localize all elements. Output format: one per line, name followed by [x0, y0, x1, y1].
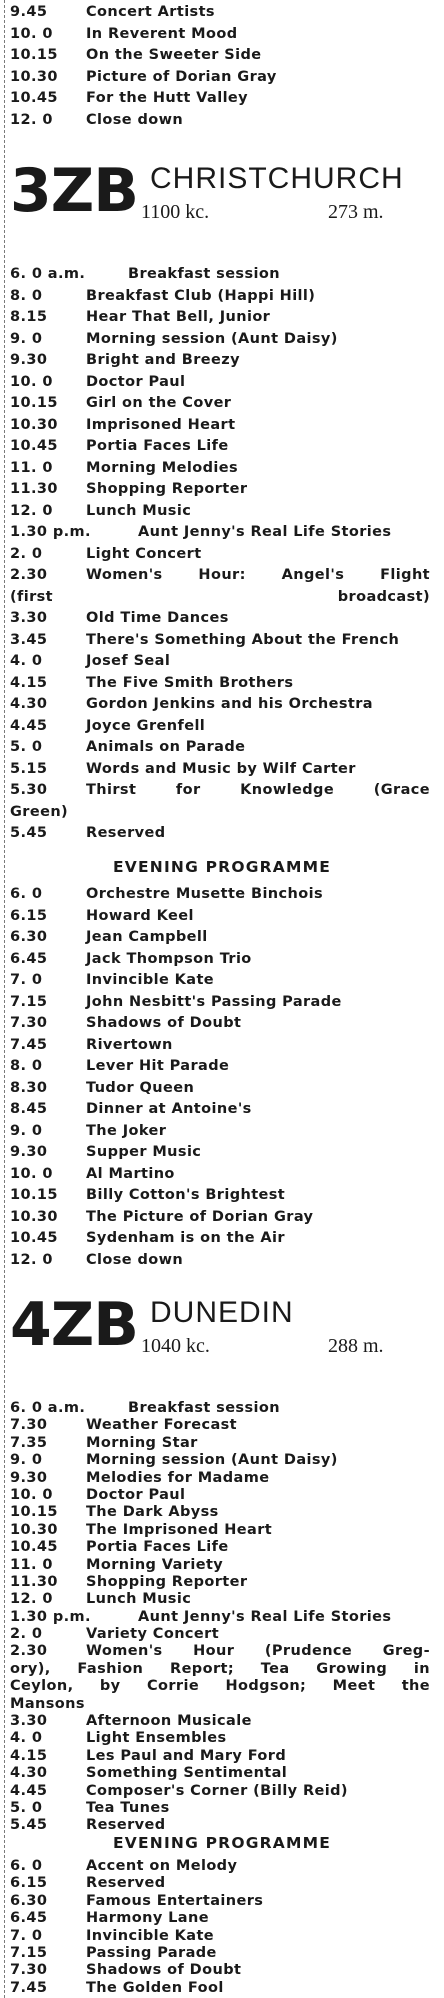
station-header	[10, 1290, 434, 1370]
listing-row	[10, 1858, 434, 1875]
listing-row	[10, 823, 434, 845]
listing-title: Morning Melodies	[86, 459, 238, 476]
listing-row	[10, 479, 434, 501]
listing-time: 6.45	[10, 950, 48, 967]
listing-row	[10, 393, 434, 415]
listing-row	[10, 286, 434, 308]
listing-row	[10, 1910, 434, 1927]
listing-row	[10, 501, 434, 523]
listing-row	[10, 737, 434, 759]
listing-row	[10, 1539, 434, 1556]
listing-time: 10.30	[10, 416, 58, 433]
listing-row	[10, 1400, 434, 1417]
listing-title: Thirst for Knowledge (Grace	[86, 782, 430, 798]
listing-time: 9.30	[10, 1469, 48, 1486]
listing-time: 4.45	[10, 1782, 48, 1799]
listing-title: Shopping Reporter	[86, 481, 248, 497]
listing-time: 2. 0	[10, 1626, 43, 1643]
evening-heading-3zb-wrap	[10, 852, 434, 882]
listing-time: 2.30	[10, 1643, 48, 1660]
listing-time: 7.15	[10, 1944, 48, 1961]
listing-title: In Reverent Mood	[86, 25, 238, 42]
listing-row	[10, 544, 434, 566]
listing-row	[10, 1164, 434, 1186]
listing-row	[10, 522, 434, 544]
listing-title: Jean Campbell	[86, 929, 208, 945]
listing-row	[10, 1626, 434, 1643]
listing-title-continued: Ceylon, by Corrie Hodgson; Meet the	[10, 1678, 430, 1695]
listing-title: Passing Parade	[86, 1944, 217, 1961]
listing-title: Melodies for Madame	[86, 1469, 270, 1486]
listing-title: Reserved	[86, 1875, 166, 1892]
listing-title: Women's Hour (Prudence Greg-	[86, 1643, 430, 1660]
listing-time: 12. 0	[10, 111, 53, 128]
listing-time: 3.45	[10, 631, 48, 648]
listing-row	[10, 1875, 434, 1892]
listing-time: 4.30	[10, 696, 48, 712]
listing-row	[10, 1056, 434, 1078]
listing-title: The Five Smith Brothers	[86, 674, 294, 691]
listing-row	[10, 608, 434, 630]
listing-title: Afternoon Musicale	[86, 1713, 252, 1730]
listing-title: Girl on the Cover	[86, 395, 232, 411]
listing-time: 9. 0	[10, 330, 43, 347]
listing-row	[10, 1945, 434, 1962]
listing-row	[10, 1207, 434, 1229]
listing-time: 10.45	[10, 1539, 58, 1556]
listing-row	[10, 1783, 434, 1800]
station-4zb	[10, 1290, 434, 1370]
top-listings	[10, 2, 434, 131]
listing-time: 9.30	[10, 1144, 48, 1160]
listing-time: 4.30	[10, 1765, 48, 1782]
evening-listings-3zb	[10, 884, 434, 1271]
listing-title: Morning Variety	[86, 1556, 224, 1573]
listing-time: 7.30	[10, 1417, 48, 1434]
listing-row	[10, 1504, 434, 1521]
listing-row	[10, 1980, 434, 1997]
listing-title: Hear That Bell, Junior	[86, 309, 271, 325]
listing-time: 11.30	[10, 481, 58, 497]
listing-time: 10.30	[10, 1208, 58, 1225]
listing-time: 4. 0	[10, 653, 43, 669]
listing-time: 4.15	[10, 1747, 48, 1764]
listing-title: Billy Cotton's Brightest	[86, 1187, 286, 1203]
listing-row	[10, 1099, 434, 1121]
listing-time: 3.30	[10, 610, 48, 626]
listing-row	[10, 1142, 434, 1164]
listing-time: 5.30	[10, 782, 48, 798]
listing-time: 7.45	[10, 1979, 48, 1996]
listing-title: Sydenham is on the Air	[86, 1230, 285, 1246]
listing-row	[10, 1121, 434, 1143]
listing-title: Variety Concert	[86, 1626, 220, 1643]
listing-title: Invincible Kate	[86, 972, 215, 988]
listing-title: Invincible Kate	[86, 1927, 215, 1944]
listing-title: The Joker	[86, 1122, 167, 1139]
listing-time: 9.30	[10, 352, 48, 368]
listing-time: 10. 0	[10, 1165, 53, 1182]
listing-title: Composer's Corner (Billy Reid)	[86, 1782, 348, 1799]
listing-time: 10.15	[10, 1504, 58, 1521]
listing-title: Morning session (Aunt Daisy)	[86, 330, 338, 347]
evening-listings-4zb	[10, 1858, 434, 1997]
listing-time: 8.45	[10, 1101, 48, 1117]
listing-title: The Imprisoned Heart	[86, 1521, 273, 1538]
listing-row	[10, 1452, 434, 1469]
listing-time: 7. 0	[10, 972, 43, 988]
listing-time: 5.15	[10, 760, 48, 777]
listing-time: 7.30	[10, 1015, 48, 1031]
listing-title-continued: Mansons	[10, 1695, 85, 1712]
listing-time: 8.30	[10, 1079, 48, 1096]
listing-title: Aunt Jenny's Real Life Stories	[138, 524, 392, 540]
listing-row	[10, 1470, 434, 1487]
listing-title: Light Ensembles	[86, 1730, 227, 1747]
listing-row	[10, 1035, 434, 1057]
listing-row	[10, 780, 434, 802]
listing-time: 7.35	[10, 1434, 48, 1451]
listing-time: 7.45	[10, 1036, 48, 1053]
listing-title: Picture of Dorian Gray	[86, 68, 277, 85]
listing-row	[10, 565, 434, 587]
listing-time: 12. 0	[10, 1251, 53, 1268]
listing-row	[10, 651, 434, 673]
listing-time: 5. 0	[10, 739, 43, 755]
listing-title: Morning Star	[86, 1434, 198, 1451]
listing-time: 10.45	[10, 90, 58, 106]
listing-row	[10, 329, 434, 351]
frequency: 1100 kc.	[141, 201, 210, 223]
listing-title: Famous Entertainers	[86, 1892, 264, 1909]
listing-row	[10, 45, 434, 67]
listing-row	[10, 1250, 434, 1272]
listing-row	[10, 1730, 434, 1747]
listing-time: 4.15	[10, 674, 48, 691]
listing-time: 10. 0	[10, 25, 53, 42]
listing-time: 10.15	[10, 395, 58, 411]
listing-row	[10, 906, 434, 928]
listing-time: 5. 0	[10, 1799, 43, 1816]
listing-time: 9.45	[10, 4, 48, 20]
listing-time: 6.30	[10, 1892, 48, 1909]
listing-row	[10, 1078, 434, 1100]
listing-title: Lunch Music	[86, 502, 192, 519]
listing-title: Tea Tunes	[86, 1799, 170, 1816]
listing-time: 10.15	[10, 47, 58, 63]
listing-row	[10, 1574, 434, 1591]
listing-row	[10, 694, 434, 716]
listing-title-continued: ory), Fashion Report; Tea Growing in	[10, 1660, 430, 1677]
listing-row	[10, 949, 434, 971]
listing-title: Reserved	[86, 1817, 166, 1834]
listing-title: Harmony Lane	[86, 1910, 209, 1927]
listing-title: Josef Seal	[86, 653, 171, 669]
listing-time: 4.45	[10, 717, 48, 734]
listing-title: Morning session (Aunt Daisy)	[86, 1452, 338, 1469]
listing-title: Aunt Jenny's Real Life Stories	[138, 1608, 392, 1625]
listing-row	[10, 307, 434, 329]
wavelength: 288 m.	[328, 1335, 384, 1357]
listing-title: Light Concert	[86, 545, 202, 562]
listing-title: Weather Forecast	[86, 1417, 237, 1434]
listing-title: John Nesbitt's Passing Parade	[86, 993, 342, 1010]
listing-row	[10, 1557, 434, 1574]
listing-row	[10, 2, 434, 24]
listing-row	[10, 1228, 434, 1250]
listing-title: Breakfast Club (Happi Hill)	[86, 287, 316, 304]
listing-time: 1.30 p.m.	[10, 1608, 91, 1625]
listing-time: 12. 0	[10, 1591, 53, 1608]
listing-title: Animals on Parade	[86, 739, 246, 755]
listing-time: 11. 0	[10, 459, 53, 476]
listing-row	[10, 927, 434, 949]
listing-time: 6. 0	[10, 1858, 43, 1874]
listing-title: Words and Music by Wilf Carter	[86, 760, 356, 777]
listing-title: Breakfast session	[128, 266, 280, 282]
listing-title: Orchestre Musette Binchois	[86, 886, 324, 902]
listing-row	[10, 264, 434, 286]
listing-row	[10, 1591, 434, 1608]
listing-row	[10, 1435, 434, 1452]
listing-title: Doctor Paul	[86, 373, 186, 390]
evening-heading: EVENING PROGRAMME	[113, 858, 331, 876]
listing-row	[10, 1893, 434, 1910]
listing-time: 8.15	[10, 309, 48, 325]
listing-time: 10.45	[10, 1230, 58, 1246]
listing-title: Tudor Queen	[86, 1079, 195, 1096]
listing-time: 6.45	[10, 1910, 48, 1927]
listing-row	[10, 1928, 434, 1945]
listing-time: 10. 0	[10, 1486, 53, 1503]
listing-row	[10, 1643, 434, 1660]
listing-title: Jack Thompson Trio	[86, 950, 252, 967]
listing-row	[10, 1417, 434, 1434]
listing-row	[10, 24, 434, 46]
listing-row	[10, 458, 434, 480]
listing-title: The Picture of Dorian Gray	[86, 1208, 314, 1225]
listing-title: Lever Hit Parade	[86, 1058, 230, 1074]
listing-title: Rivertown	[86, 1036, 173, 1053]
listing-row	[10, 1713, 434, 1730]
listing-title: Shopping Reporter	[86, 1573, 248, 1590]
listing-time: 8. 0	[10, 287, 43, 304]
listing-row	[10, 992, 434, 1014]
listing-time: 6.15	[10, 907, 48, 924]
listing-row	[10, 716, 434, 738]
wavelength: 273 m.	[328, 201, 384, 223]
listing-title-continued: Green)	[10, 803, 69, 820]
call-sign: 4ZB	[10, 1290, 138, 1360]
listing-row	[10, 372, 434, 394]
listing-title: Concert Artists	[86, 4, 215, 20]
listing-title: Close down	[86, 1251, 184, 1268]
listing-title: Al Martino	[86, 1165, 175, 1182]
day-listings-4zb	[10, 1400, 434, 1835]
listing-title: Bright and Breezy	[86, 352, 240, 368]
listing-row	[10, 350, 434, 372]
listing-time: 6. 0 a.m.	[10, 1400, 86, 1416]
listing-title: Supper Music	[86, 1144, 202, 1160]
listing-title: Women's Hour: Angel's Flight	[86, 567, 430, 583]
city-name: DUNEDIN	[150, 1296, 294, 1329]
listing-time: 10.45	[10, 438, 58, 454]
listing-row	[10, 110, 434, 132]
listing-time: 5.45	[10, 825, 48, 841]
listing-title: Imprisoned Heart	[86, 416, 236, 433]
listing-title: Howard Keel	[86, 907, 194, 924]
listing-title: Reserved	[86, 825, 166, 841]
listing-time: 2.30	[10, 567, 48, 583]
listing-time: 6. 0	[10, 886, 43, 902]
listing-time: 10. 0	[10, 373, 53, 390]
listing-title: The Golden Fool	[86, 1979, 224, 1996]
listing-time: 11.30	[10, 1573, 58, 1590]
listing-row	[10, 1487, 434, 1504]
listing-time: 6. 0 a.m.	[10, 266, 86, 282]
listing-title: Lunch Music	[86, 1591, 192, 1608]
listing-time: 6.30	[10, 929, 48, 945]
listing-row	[10, 1765, 434, 1782]
listing-title: Something Sentimental	[86, 1765, 288, 1782]
listing-time: 10.30	[10, 68, 58, 85]
listing-row	[10, 1609, 434, 1626]
listing-title: Shadows of Doubt	[86, 1962, 242, 1979]
listing-title-continued: (first broadcast)	[10, 588, 430, 605]
listing-title: Les Paul and Mary Ford	[86, 1747, 287, 1764]
listing-title: There's Something About the French	[86, 631, 400, 648]
listing-time: 8. 0	[10, 1058, 43, 1074]
listing-row	[10, 88, 434, 110]
listing-row	[10, 1013, 434, 1035]
station-3zb	[10, 156, 434, 236]
listing-time: 2. 0	[10, 545, 43, 562]
listing-title: Joyce Grenfell	[86, 717, 206, 734]
listing-title: Shadows of Doubt	[86, 1015, 242, 1031]
listing-time: 10.30	[10, 1521, 58, 1538]
listing-title: On the Sweeter Side	[86, 47, 262, 63]
listing-title: The Dark Abyss	[86, 1504, 219, 1521]
listing-time: 9. 0	[10, 1452, 43, 1469]
listing-row	[10, 884, 434, 906]
listing-time: 9. 0	[10, 1122, 43, 1139]
listing-row	[10, 970, 434, 992]
listing-title: Gordon Jenkins and his Orchestra	[86, 696, 373, 712]
frequency: 1040 kc.	[141, 1335, 210, 1357]
listing-title: Old Time Dances	[86, 610, 229, 626]
call-sign: 3ZB	[10, 156, 138, 226]
listing-row	[10, 630, 434, 652]
listing-row	[10, 436, 434, 458]
listing-time: 6.15	[10, 1875, 48, 1892]
day-listings-3zb	[10, 264, 434, 845]
evening-heading: EVENING PROGRAMME	[113, 1834, 331, 1852]
listing-row	[10, 1748, 434, 1765]
listing-title: Breakfast session	[128, 1400, 280, 1416]
listing-title: For the Hutt Valley	[86, 90, 249, 106]
listing-time: 5.45	[10, 1817, 48, 1834]
listing-time: 11. 0	[10, 1556, 53, 1573]
listing-time: 4. 0	[10, 1730, 43, 1747]
city-name: CHRISTCHURCH	[150, 162, 404, 195]
listing-time: 7.30	[10, 1962, 48, 1979]
listing-row	[10, 673, 434, 695]
listing-time: 7. 0	[10, 1927, 43, 1944]
listing-row	[10, 1522, 434, 1539]
station-header	[10, 156, 434, 236]
listing-row	[10, 67, 434, 89]
listing-row	[10, 1800, 434, 1817]
evening-heading-4zb-wrap	[10, 1828, 434, 1858]
listing-time: 10.15	[10, 1187, 58, 1203]
listing-row	[10, 415, 434, 437]
column-rule	[4, 0, 5, 1998]
listing-title: Portia Faces Life	[86, 438, 229, 454]
listing-title: Doctor Paul	[86, 1486, 186, 1503]
listing-time: 1.30 p.m.	[10, 524, 91, 540]
listing-title: Dinner at Antoine's	[86, 1101, 252, 1117]
listing-title: Portia Faces Life	[86, 1539, 229, 1556]
listing-title: Accent on Melody	[86, 1858, 238, 1874]
listing-row	[10, 1185, 434, 1207]
listing-time: 12. 0	[10, 502, 53, 519]
listing-row	[10, 1962, 434, 1979]
listing-time: 3.30	[10, 1713, 48, 1730]
listing-time: 7.15	[10, 993, 48, 1010]
listing-title: Close down	[86, 111, 184, 128]
listing-row	[10, 759, 434, 781]
